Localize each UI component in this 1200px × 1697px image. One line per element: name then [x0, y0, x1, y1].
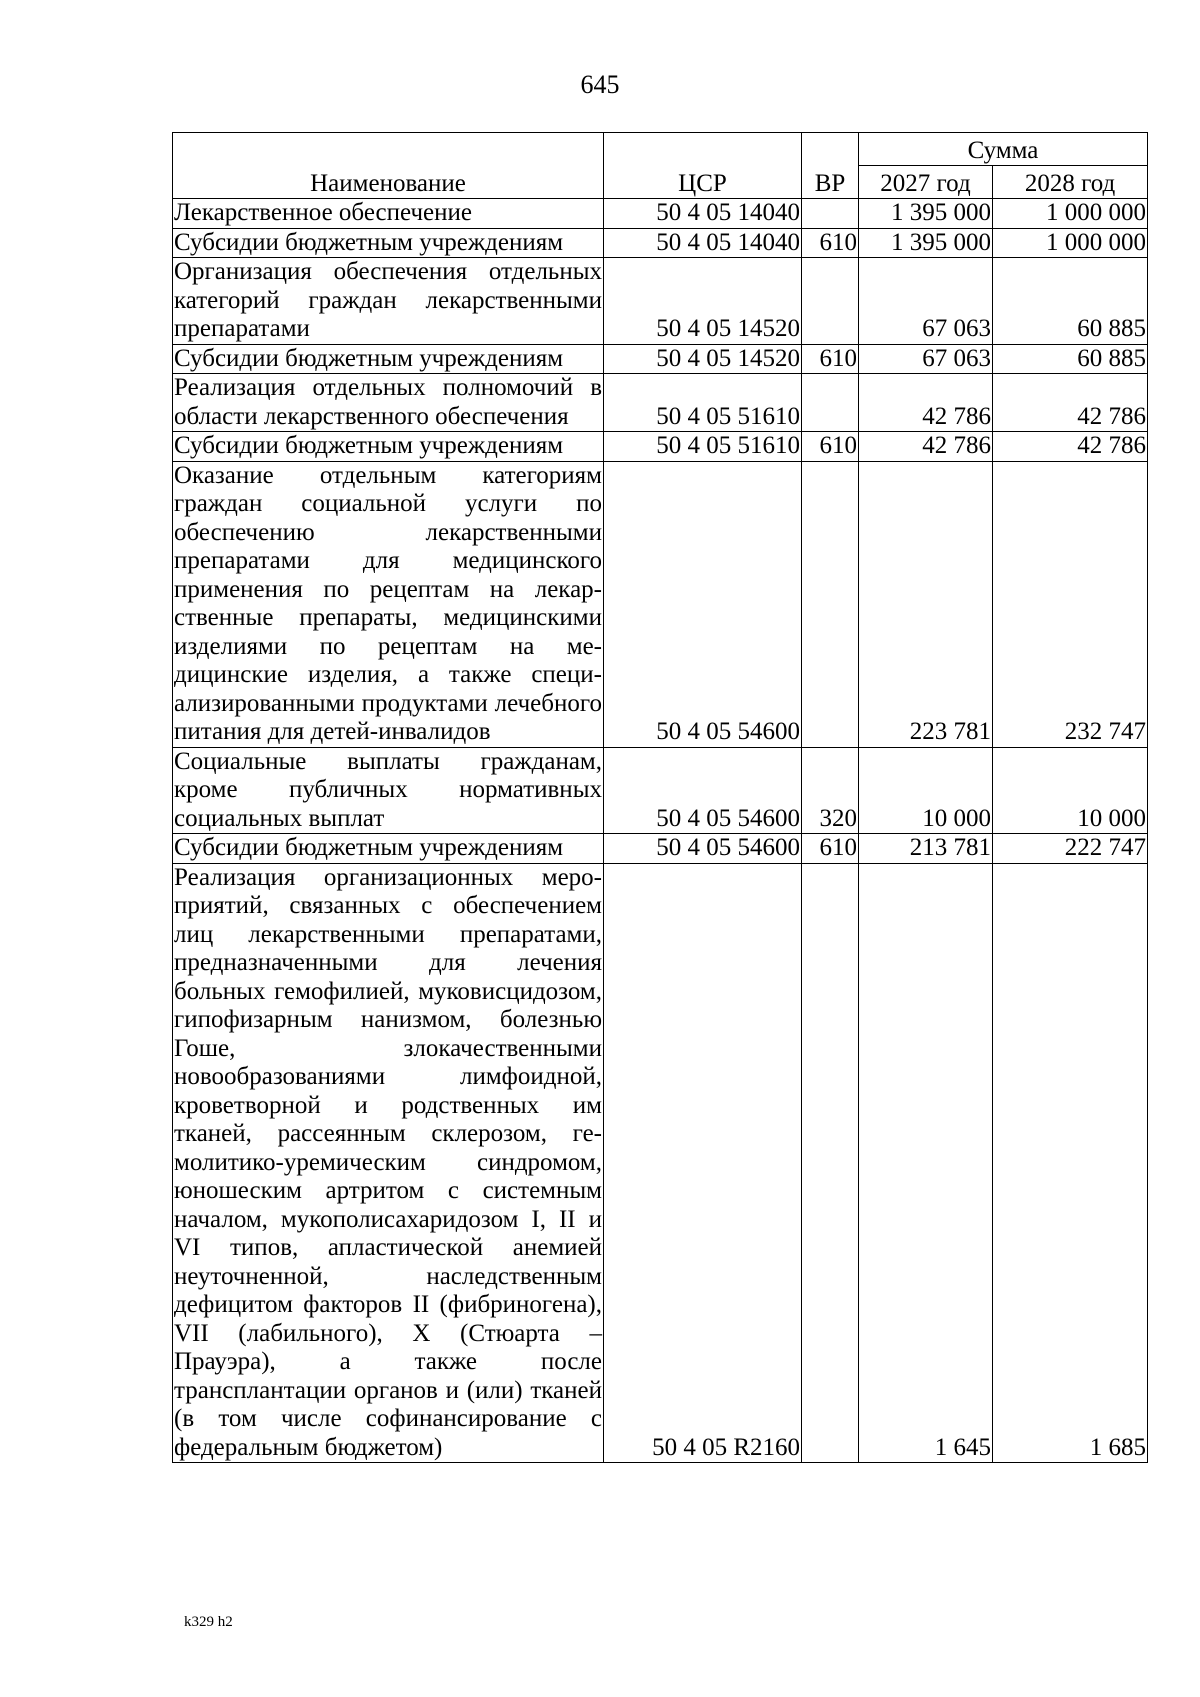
row-sum-2028: 60 885 — [993, 258, 1148, 345]
row-vr — [802, 374, 859, 432]
budget-table — [172, 132, 1148, 1463]
header-year-2028: 2028 год — [993, 166, 1148, 199]
row-sum-2028: 42 786 — [993, 374, 1148, 432]
row-vr: 320 — [802, 747, 859, 834]
row-csr: 50 4 05 54600 — [604, 747, 802, 834]
row-vr: 610 — [802, 344, 859, 374]
header-sum: Сумма — [859, 133, 1148, 166]
table-row — [173, 199, 1148, 229]
table-row — [173, 344, 1148, 374]
row-sum-2027: 10 000 — [859, 747, 993, 834]
row-sum-2028: 60 885 — [993, 344, 1148, 374]
table-row — [173, 834, 1148, 864]
row-sum-2028: 222 747 — [993, 834, 1148, 864]
header-year-2027: 2027 год — [859, 166, 993, 199]
row-csr: 50 4 05 54600 — [604, 461, 802, 747]
row-sum-2027: 67 063 — [859, 258, 993, 345]
row-sum-2027: 213 781 — [859, 834, 993, 864]
row-sum-2027: 1 395 000 — [859, 199, 993, 229]
row-sum-2027: 1 645 — [859, 863, 993, 1463]
row-sum-2028: 1 000 000 — [993, 228, 1148, 258]
row-sum-2028: 10 000 — [993, 747, 1148, 834]
row-csr: 50 4 05 14040 — [604, 199, 802, 229]
row-vr: 610 — [802, 432, 859, 462]
row-sum-2028: 42 786 — [993, 432, 1148, 462]
row-name: Субсидии бюджетным учреждениям — [173, 432, 604, 462]
row-name: Реализация отдельных полномочий в области лекарственного обеспечения — [174, 374, 602, 430]
table-row — [173, 461, 1148, 747]
row-csr: 50 4 05 14520 — [604, 258, 802, 345]
row-name: Лекарственное обеспечение — [173, 199, 604, 229]
row-vr: 610 — [802, 228, 859, 258]
table-row — [173, 863, 1148, 1463]
page-number: 645 — [580, 70, 620, 99]
row-csr: 50 4 05 51610 — [604, 374, 802, 432]
row-name: Оказание отдельным категориям граждан социальной услуги по обеспечению лекарственными препаратами для медицинского применения по рецептам на лекарственные препараты, медицинскими изделиями по рецептам на медицинские изделия, а также специализированными продуктами лечебного питания для детей-инвалидов — [174, 461, 602, 745]
table-row — [173, 258, 1148, 345]
row-csr: 50 4 05 14520 — [604, 344, 802, 374]
row-name: Реализация организационных мероприятий, связанных с обеспечением лиц лекарственными препаратами, предназначенными для лечения больных гемофилией, муковисцидозом, гипофизарным нанизмом, болезнью Гоше, злокачественными новообразованиями лимфоидной, кроветворной и родственных им тканей, рассеянным склерозом, гемолитико-уремическим синдромом, юношеским артритом с системным началом, мукополисахаридозом I, II и VI типов, апластической анемией неуточненной, наследственным дефицитом факторов II (фибриногена), VII (лабильного), X (Стюарта – Прауэра), а также после трансплантации органов и (или) тканей (в том числе софинансирование с федеральным бюджетом) — [174, 863, 602, 1461]
table-row — [173, 747, 1148, 834]
row-sum-2027: 42 786 — [859, 432, 993, 462]
row-csr: 50 4 05 51610 — [604, 432, 802, 462]
row-vr — [802, 258, 859, 345]
row-sum-2027: 223 781 — [859, 461, 993, 747]
row-sum-2027: 42 786 — [859, 374, 993, 432]
row-name: Организация обеспечения отдельных категорий граждан лекарственными препаратами — [174, 258, 602, 342]
row-csr: 50 4 05 R2160 — [604, 863, 802, 1463]
row-csr: 50 4 05 54600 — [604, 834, 802, 864]
row-sum-2028: 1 000 000 — [993, 199, 1148, 229]
header-name: Наименование — [173, 133, 604, 199]
row-name: Социальные выплаты гражданам, кроме публичных нормативных социальных выплат — [174, 747, 602, 832]
table-row — [173, 374, 1148, 432]
row-vr — [802, 461, 859, 747]
row-sum-2028: 232 747 — [993, 461, 1148, 747]
row-vr: 610 — [802, 834, 859, 864]
table-row — [173, 228, 1148, 258]
footer-code: k329 h2 — [184, 1614, 233, 1630]
row-name: Субсидии бюджетным учреждениям — [173, 228, 604, 258]
header-vr: ВР — [802, 133, 859, 199]
row-csr: 50 4 05 14040 — [604, 228, 802, 258]
row-name: Субсидии бюджетным учреждениям — [173, 834, 604, 864]
row-sum-2027: 1 395 000 — [859, 228, 993, 258]
row-sum-2028: 1 685 — [993, 863, 1148, 1463]
header-csr: ЦСР — [604, 133, 802, 199]
row-vr — [802, 863, 859, 1463]
row-vr — [802, 199, 859, 229]
table-row — [173, 432, 1148, 462]
row-sum-2027: 67 063 — [859, 344, 993, 374]
row-name: Субсидии бюджетным учреждениям — [173, 344, 604, 374]
